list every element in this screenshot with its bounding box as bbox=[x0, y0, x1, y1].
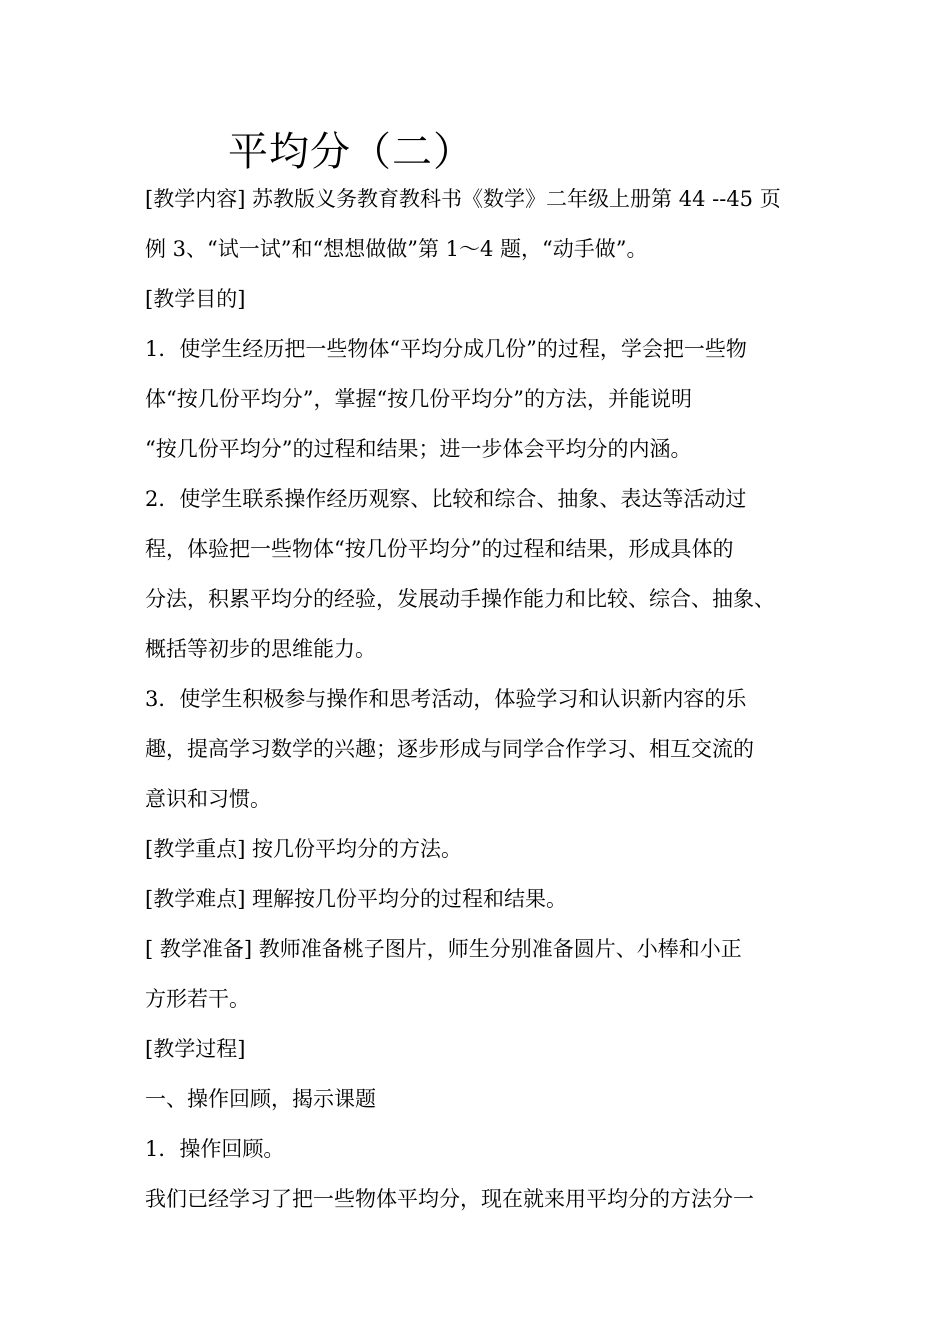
text-line: 例 3、“试一试”和“想想做做”第 1～4 题，“动手做”。 bbox=[145, 237, 648, 261]
text-line: 1．使学生经历把一些物体“平均分成几份”的过程，学会把一些物 bbox=[145, 337, 747, 361]
text-line: 体“按几份平均分”，掌握“按几份平均分”的方法，并能说明 bbox=[145, 387, 692, 411]
text-line: 我们已经学习了把一些物体平均分，现在就来用平均分的方法分一 bbox=[145, 1187, 754, 1211]
text-line-teaching-content: [教学内容] 苏教版义务教育教科书《数学》二年级上册第 44 --45 页 bbox=[145, 187, 781, 211]
text-line: 方形若干。 bbox=[145, 987, 250, 1011]
text-line-difficulty: [教学难点] 理解按几份平均分的过程和结果。 bbox=[145, 887, 568, 911]
text-line: 趣，提高学习数学的兴趣；逐步形成与同学合作学习、相互交流的 bbox=[145, 737, 754, 761]
text-line-teaching-goals-heading: [教学目的] bbox=[145, 287, 246, 311]
text-line: 分法，积累平均分的经验，发展动手操作能力和比较、综合、抽象、 bbox=[145, 587, 775, 611]
text-line: 2．使学生联系操作经历观察、比较和综合、抽象、表达等活动过 bbox=[145, 487, 747, 511]
text-line: 3．使学生积极参与操作和思考活动，体验学习和认识新内容的乐 bbox=[145, 687, 747, 711]
text-line-process-heading: [教学过程] bbox=[145, 1037, 246, 1061]
document-title: 平均分（二） bbox=[228, 129, 474, 175]
text-line: 1．操作回顾。 bbox=[145, 1137, 285, 1161]
section-heading: 一、操作回顾，揭示课题 bbox=[145, 1087, 376, 1111]
text-line: “按几份平均分”的过程和结果；进一步体会平均分的内涵。 bbox=[145, 437, 692, 461]
text-line: 程，体验把一些物体“按几份平均分”的过程和结果，形成具体的 bbox=[145, 537, 734, 561]
text-line-preparation: [ 教学准备] 教师准备桃子图片，师生分别准备圆片、小棒和小正 bbox=[145, 937, 742, 961]
text-line-key-point: [教学重点] 按几份平均分的方法。 bbox=[145, 837, 463, 861]
text-line: 概括等初步的思维能力。 bbox=[145, 637, 376, 661]
text-line: 意识和习惯。 bbox=[145, 787, 271, 811]
